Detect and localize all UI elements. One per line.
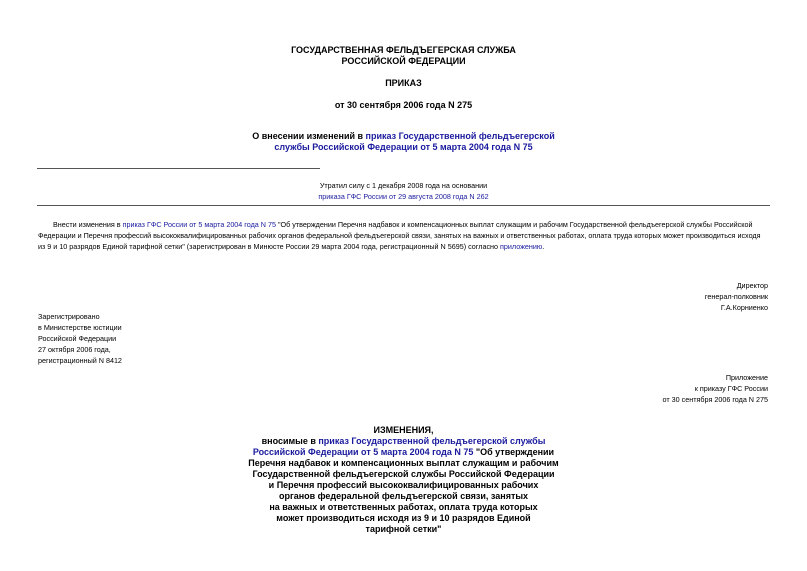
body-text-end: .: [542, 242, 545, 251]
title-link-line2[interactable]: службы Российской Федерации от 5 марта 2004 года N 75: [274, 142, 533, 152]
registration-block: [38, 311, 238, 366]
agency-name-line1: ГОСУДАРСТВЕННАЯ ФЕЛЬДЪЕГЕРСКАЯ СЛУЖБА: [291, 45, 516, 55]
title-link-line1[interactable]: приказ Государственной фельдъегерской: [365, 131, 555, 141]
registration-line5: регистрационный N 8412: [38, 356, 122, 365]
body-text-middle: "Об утверждении Перечня надбавок и компенсационных выплат служащим и рабочим Государственной фельдъегерской службы Российской Федерации и Перечня профессий высококвалифицированных рабочих органов федеральной фельдъегерской связи, занятых на важных и ответственных работах, оплата труда которых может производиться исходя из 9 и 10 разрядов Единой тарифной сетки" (зарегистрирован в Минюсте России 29 марта 2004 года, регистрационный N 5695) согласно: [38, 220, 761, 251]
changes-line6: органов федеральной фельдъегерской связи, занятых: [278, 491, 529, 501]
changes-line3: Перечня надбавок и компенсационных выплат служащим и рабочим: [248, 458, 559, 468]
divider-top: [37, 168, 320, 169]
expiry-link[interactable]: приказа ГФС России от 29 августа 2008 года N 262: [318, 192, 489, 201]
changes-section: [0, 425, 807, 535]
changes-link-line1[interactable]: приказ Государственной фельдъегерской службы: [318, 436, 546, 446]
registration-line3: Российской Федерации: [38, 334, 117, 343]
registration-line4: 27 октября 2006 года,: [38, 345, 111, 354]
changes-line8: может производиться исходя из 9 и 10 разрядов Единой: [276, 513, 531, 523]
changes-line4: Государственной фельдъегерской службы Российской Федерации: [252, 469, 555, 479]
title-prefix: О внесении изменений в: [252, 131, 366, 141]
changes-prefix: вносимые в: [261, 436, 319, 446]
doc-date: от 30 сентября 2006 года N 275: [334, 100, 473, 110]
changes-line5: и Перечня профессий высококвалифицированных рабочих: [268, 480, 539, 490]
body-link-order[interactable]: приказ ГФС России от 5 марта 2004 года N 75: [122, 220, 276, 229]
document-header: [0, 45, 807, 67]
document-title: [0, 131, 807, 153]
appendix-line2: к приказу ГФС России: [694, 384, 768, 393]
expiry-line: Утратил силу с 1 декабря 2008 года на основании: [319, 181, 488, 190]
body-link-appendix[interactable]: приложению: [500, 242, 543, 251]
divider-bottom: [37, 205, 770, 206]
expiry-note: [0, 180, 807, 202]
changes-link-line2[interactable]: Российской Федерации от 5 марта 2004 года N 75: [252, 447, 474, 457]
body-paragraph: [38, 219, 768, 252]
registration-line1: Зарегистрировано: [38, 312, 100, 321]
signature-rank: генерал-полковник: [704, 292, 768, 301]
changes-heading: ИЗМЕНЕНИЯ,: [373, 425, 434, 435]
agency-name-line2: РОССИЙСКОЙ ФЕДЕРАЦИИ: [341, 56, 466, 66]
doc-type: ПРИКАЗ: [385, 78, 422, 88]
body-text-start: Внести изменения в: [53, 220, 123, 229]
changes-line7: на важных и ответственных работах, оплата труда которых: [269, 502, 538, 512]
registration-line2: в Министерстве юстиции: [38, 323, 122, 332]
signature-position: Директор: [736, 281, 768, 290]
appendix-reference: [568, 372, 768, 405]
signature-block: [600, 280, 768, 313]
signature-name: Г.А.Корниенко: [720, 303, 768, 312]
appendix-line3: от 30 сентября 2006 года N 275: [662, 395, 768, 404]
changes-line9: тарифной сетки": [365, 524, 442, 534]
changes-line2-rest: "Об утверждении: [473, 447, 555, 457]
appendix-line1: Приложение: [725, 373, 768, 382]
